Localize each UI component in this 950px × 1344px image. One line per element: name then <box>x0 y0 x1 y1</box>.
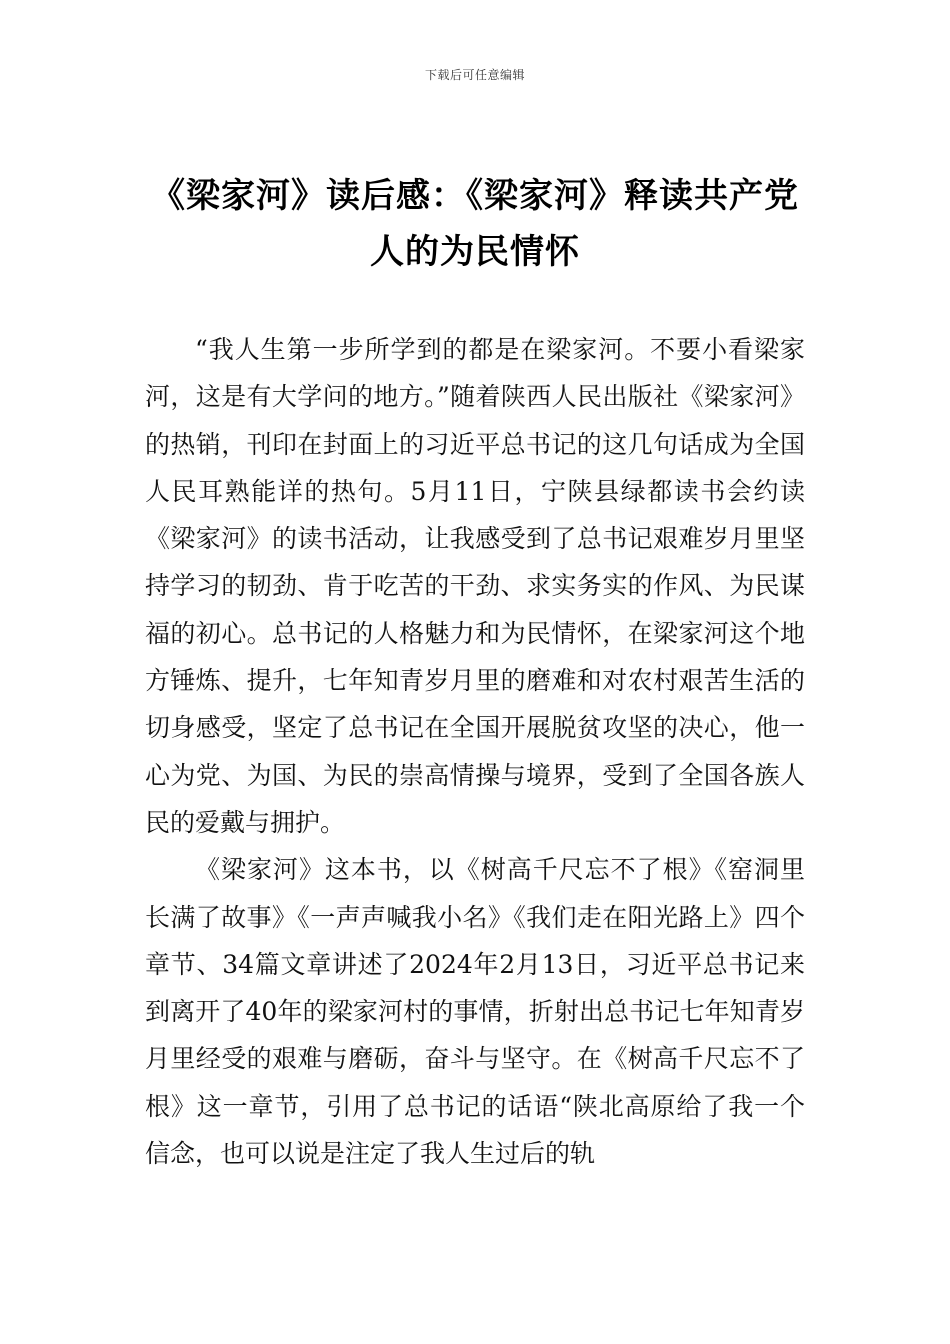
paragraph-1: “我人生第一步所学到的都是在梁家河。不要小看梁家河，这是有大学问的地方。”随着陕西人民出版社《梁家河》的热销，刊印在封面上的习近平总书记的这几句话成为全国人民耳熟能详的热句。5月11日，宁陕县绿都读书会约读《梁家河》的读书活动，让我感受到了总书记艰难岁月里坚持学习的韧劲、肯于吃苦的干劲、求实务实的作风、为民谋福的初心。总书记的人格魅力和为民情怀，在梁家河这个地方锤炼、提升，七年知青岁月里的磨难和对农村艰苦生活的切身感受，坚定了总书记在全国开展脱贫攻坚的决心，他一心为党、为国、为民的崇高情操与境界，受到了全国各族人民的爱戴与拥护。 <box>145 335 805 837</box>
paragraph-2: 《梁家河》这本书，以《树高千尺忘不了根》《窑洞里长满了故事》《一声声喊我小名》《我们走在阳光路上》四个章节、34篇文章讲述了2024年2月13日，习近平总书记来到离开了40年的梁家河村的事情，折射出总书记七年知青岁月里经受的艰难与磨砺，奋斗与坚守。在《树高千尺忘不了根》这一章节，引用了总书记的话语“陕北高原给了我一个信念，也可以说是注定了我人生过后的轨 <box>145 855 805 1169</box>
document-body <box>145 326 805 1177</box>
document-title: 《梁家河》读后感：《梁家河》释读共产党人的为民情怀 <box>151 176 799 272</box>
page-header: 下载后可任意编辑 <box>424 68 525 82</box>
